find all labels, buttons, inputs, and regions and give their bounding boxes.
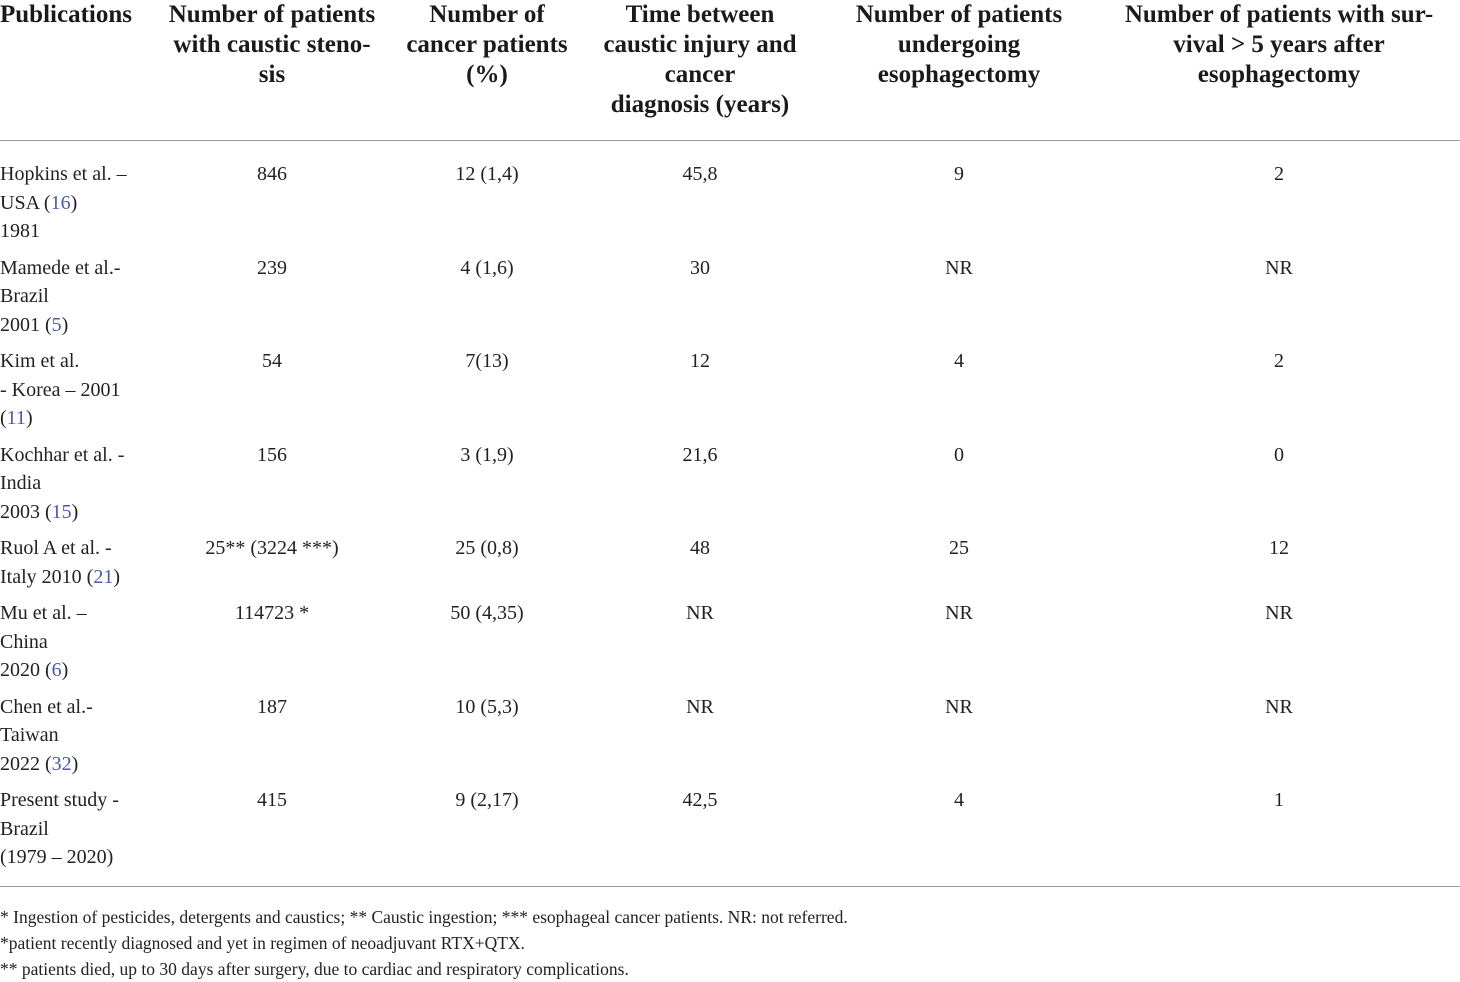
- cell-survival: NR: [1265, 695, 1293, 718]
- cell-esophagectomy: NR: [945, 602, 973, 624]
- header-cancer-patients: Number of cancer patients (%): [394, 0, 580, 141]
- reference-link[interactable]: 6: [51, 659, 62, 681]
- cell-stenosis: 846: [257, 163, 287, 185]
- footnote: * Ingestion of pesticides, detergents and caustics; ** Caustic ingestion; *** esophageal cancer patients. NR: not referred.: [0, 907, 848, 927]
- cell-survival: 2: [1274, 350, 1284, 372]
- table-row: [0, 786, 1460, 886]
- cell-stenosis: 114723 *: [234, 602, 310, 624]
- cell-publication: Hopkins et al. – USA (16) 1981: [0, 163, 127, 242]
- cell-publication: Kim et al. - Korea – 2001 (11): [0, 350, 121, 429]
- cell-survival: 12: [1269, 537, 1289, 559]
- cell-time: 30: [690, 256, 710, 279]
- cell-stenosis: 187: [257, 695, 287, 718]
- cell-esophagectomy: 0: [954, 443, 964, 466]
- cell-survival: 0: [1274, 443, 1284, 466]
- cell-publication: Chen et al.- Taiwan 2022 (32): [0, 695, 93, 775]
- reference-link[interactable]: 21: [93, 565, 114, 588]
- table-row: [0, 141, 1460, 254]
- reference-link[interactable]: 11: [6, 407, 26, 429]
- reference-link[interactable]: 16: [50, 191, 71, 214]
- table-row: [0, 347, 1460, 441]
- cell-publication: Mu et al. – China 2020 (6): [0, 602, 87, 681]
- cell-cancer: 10 (5,3): [455, 695, 519, 718]
- cell-cancer: 3 (1,9): [460, 443, 514, 466]
- footnote: *patient recently diagnosed and yet in regimen of neoadjuvant RTX+QTX.: [0, 933, 525, 953]
- cell-stenosis: 415: [150, 786, 394, 886]
- table-row: [0, 534, 1460, 599]
- cell-esophagectomy: 4: [954, 350, 964, 372]
- cell-time: NR: [686, 602, 714, 624]
- header-esophagectomy: Number of patients undergoing esophagectomy: [820, 0, 1098, 141]
- cell-cancer: 4 (1,6): [460, 256, 514, 279]
- cell-stenosis: 54: [262, 350, 282, 372]
- cell-stenosis: 156: [257, 443, 287, 466]
- cell-esophagectomy: NR: [945, 256, 973, 279]
- cell-publication: Kochhar et al. - India 2003 (15): [0, 443, 125, 523]
- header-stenosis-patients: Number of patients with caustic steno- sis: [150, 0, 394, 141]
- cell-cancer: 9 (2,17): [394, 786, 580, 886]
- table-header-row: [0, 0, 1460, 141]
- cell-publication: Present study - Brazil (1979 – 2020): [0, 786, 150, 886]
- cell-cancer: 7(13): [465, 350, 509, 372]
- reference-link[interactable]: 5: [51, 313, 62, 336]
- header-publications: Publications: [0, 0, 150, 141]
- cell-survival: 1: [1098, 786, 1460, 886]
- cell-esophagectomy: 25: [949, 537, 969, 559]
- cell-cancer: 12 (1,4): [455, 163, 519, 185]
- table-footnotes: [0, 904, 848, 982]
- cell-time: 48: [690, 537, 710, 559]
- header-survival: Number of patients with sur- vival > 5 years after esophagectomy: [1098, 0, 1460, 141]
- cell-time: NR: [686, 695, 714, 718]
- cell-esophagectomy: NR: [945, 695, 973, 718]
- cell-time: 12: [690, 350, 710, 372]
- cell-survival: 2: [1274, 163, 1284, 185]
- cell-time: 42,5: [580, 786, 820, 886]
- table-row: [0, 599, 1460, 693]
- table-row: [0, 254, 1460, 348]
- cell-publication: Ruol A et al. - Italy 2010 (21): [0, 537, 120, 588]
- reference-link[interactable]: 32: [51, 752, 72, 775]
- table-row: [0, 441, 1460, 535]
- cell-publication: Mamede et al.- Brazil 2001 (5): [0, 256, 121, 336]
- cell-stenosis: 25** (3224 ***): [205, 537, 339, 559]
- footnote: ** patients died, up to 30 days after surgery, due to cardiac and respiratory complications.: [0, 959, 629, 979]
- table-row: [0, 693, 1460, 787]
- cell-esophagectomy: 9: [954, 163, 964, 185]
- reference-link[interactable]: 15: [51, 500, 72, 523]
- cell-survival: NR: [1265, 256, 1293, 279]
- cell-cancer: 50 (4,35): [450, 602, 524, 624]
- cell-time: 21,6: [682, 443, 718, 466]
- cell-time: 45,8: [682, 163, 718, 185]
- cell-esophagectomy: 4: [820, 786, 1098, 886]
- cell-stenosis: 239: [257, 256, 287, 279]
- cell-survival: NR: [1265, 602, 1293, 624]
- header-time-to-diagnosis: Time between caustic injury and cancer diagnosis (years): [580, 0, 820, 141]
- cell-cancer: 25 (0,8): [455, 537, 519, 559]
